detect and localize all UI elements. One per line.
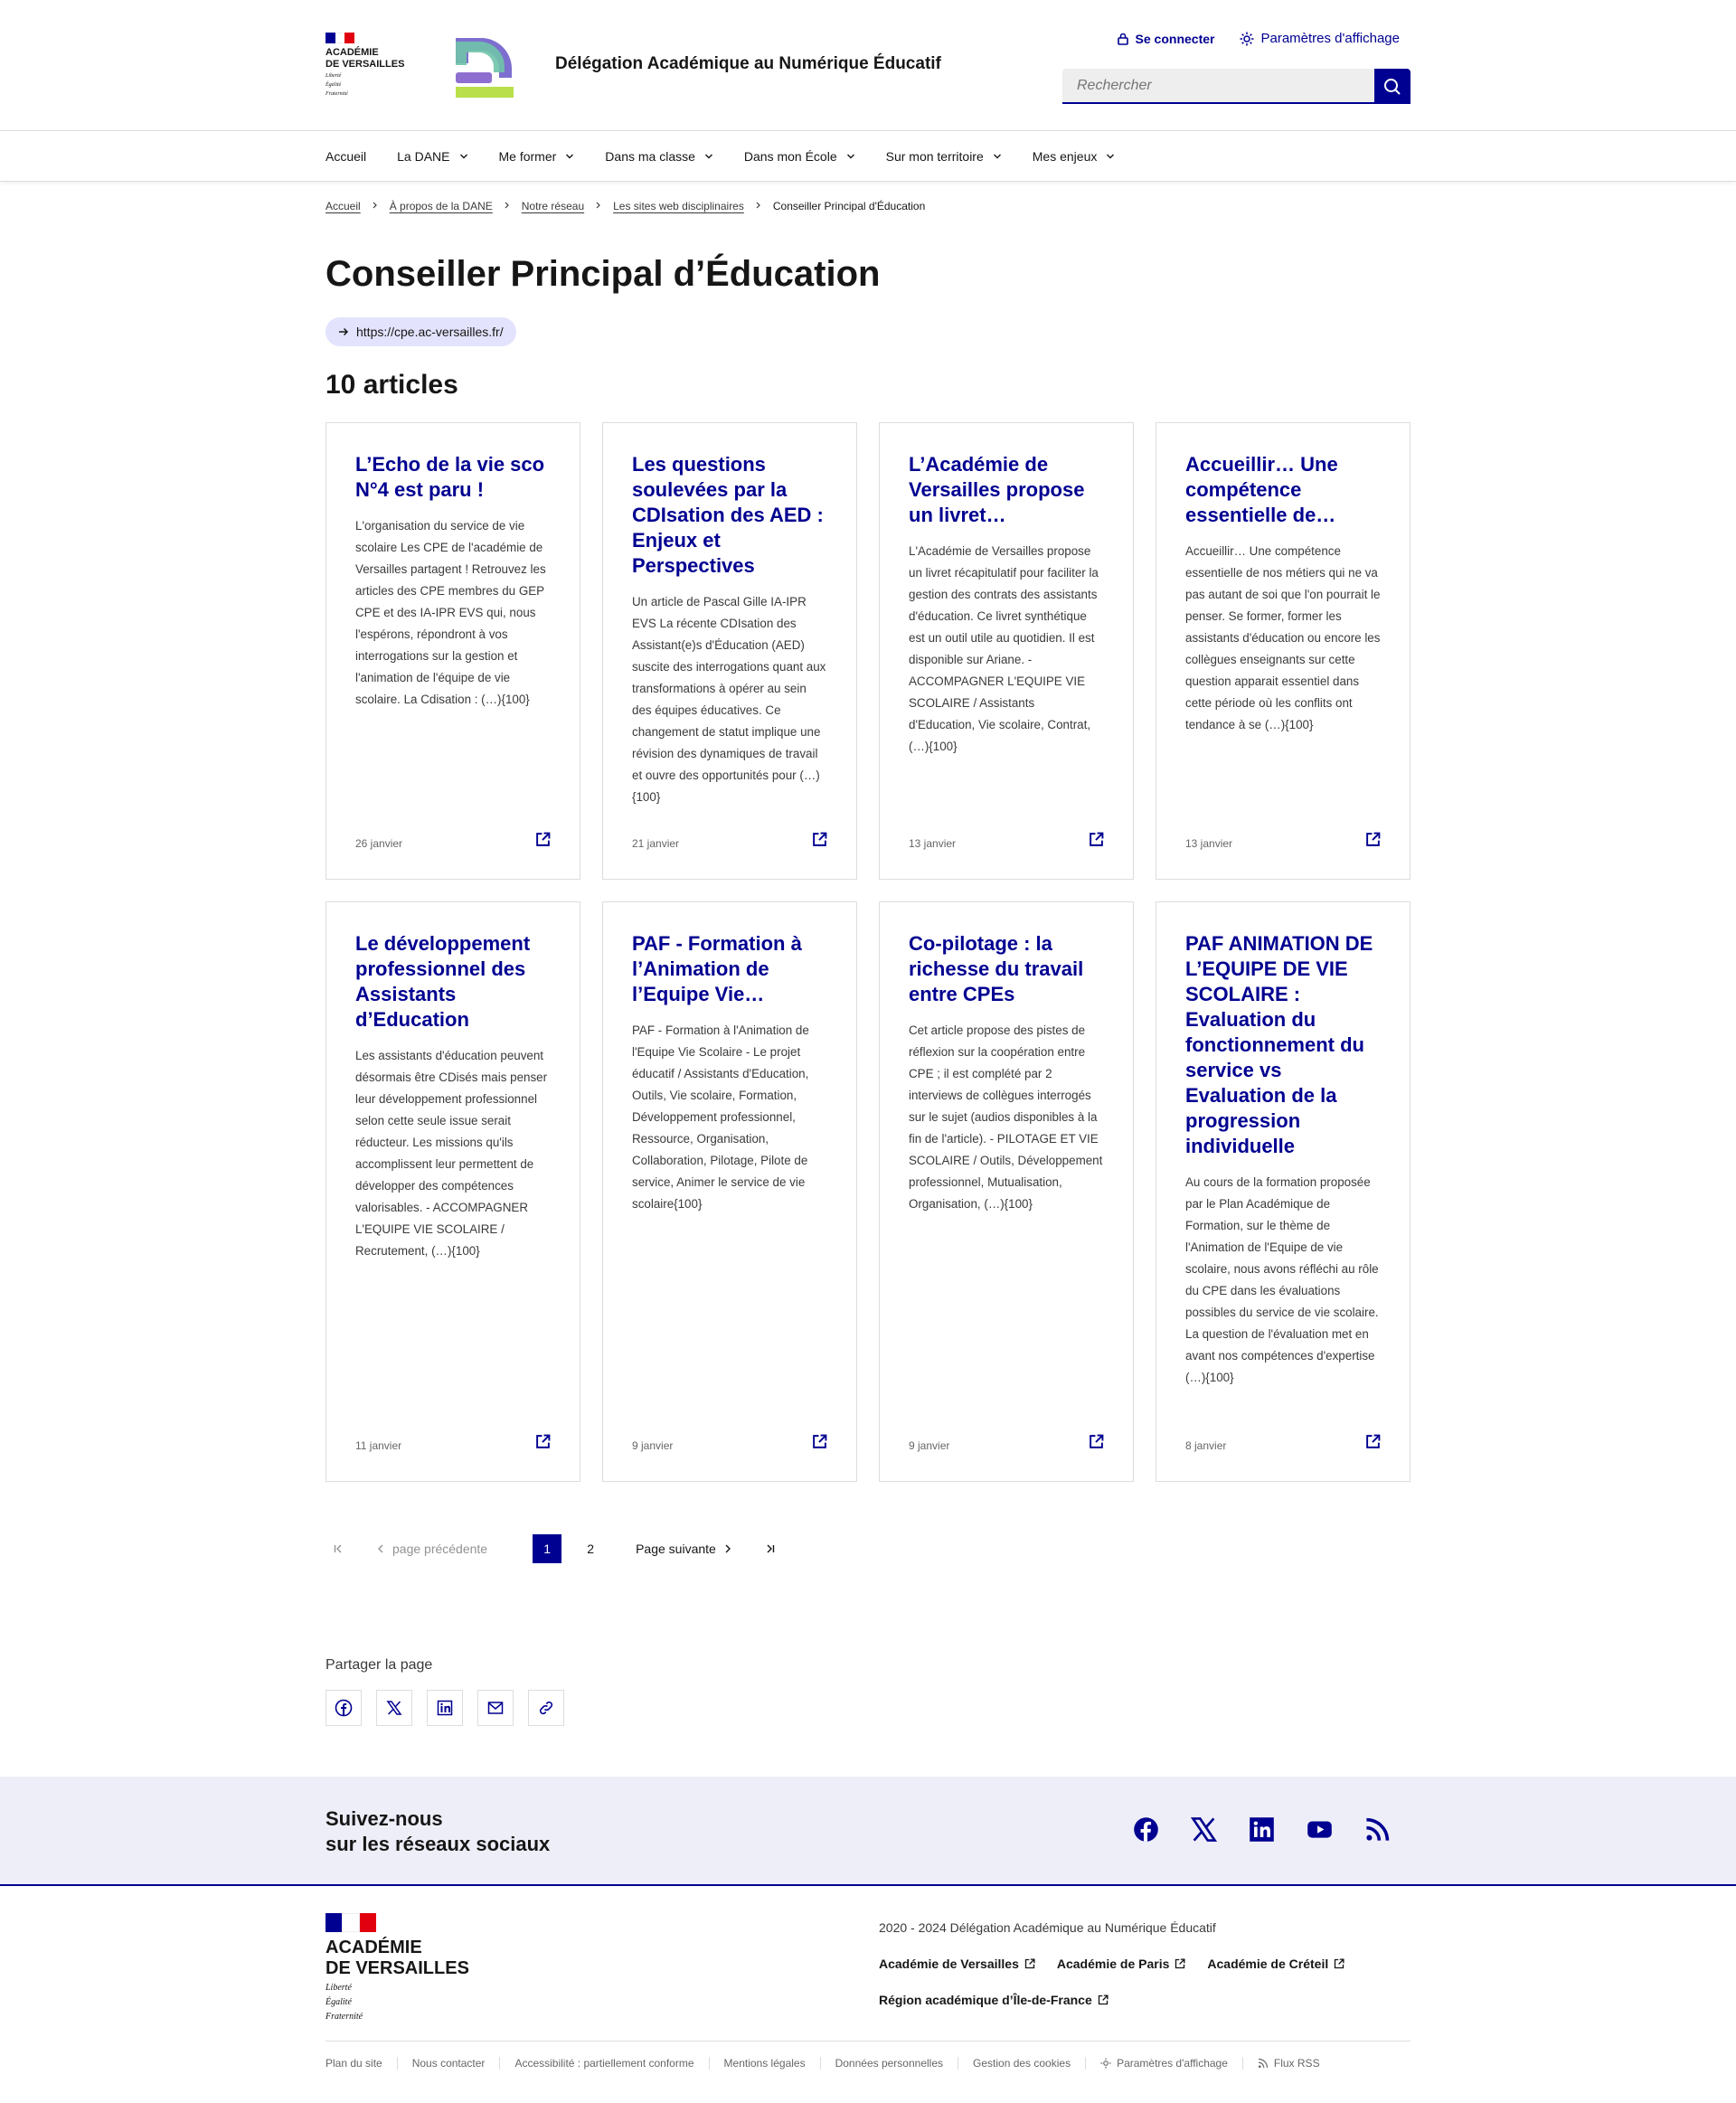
display-settings-label: Paramètres d'affichage xyxy=(1260,31,1400,46)
article-date: 11 janvier xyxy=(355,1439,402,1452)
nav-list xyxy=(326,131,1410,182)
rss-icon xyxy=(1364,1816,1391,1843)
sun-icon xyxy=(1100,2058,1111,2069)
facebook-icon xyxy=(335,1699,353,1717)
first-page-icon xyxy=(333,1543,344,1554)
article-card[interactable] xyxy=(602,422,857,880)
article-card[interactable] xyxy=(879,901,1134,1482)
follow-rss-link[interactable] xyxy=(1364,1816,1391,1847)
external-link-icon xyxy=(1098,1995,1109,2005)
chevron-right-icon xyxy=(723,1544,732,1553)
breadcrumb-separator-icon xyxy=(595,201,602,212)
x-icon xyxy=(386,1700,402,1716)
share-title: Partager la page xyxy=(326,1657,433,1673)
external-link-button[interactable] xyxy=(1365,832,1381,852)
footer-partner-link[interactable] xyxy=(879,1993,1109,2007)
brand-motto-2: Égalité xyxy=(326,82,342,88)
footer-bottom-link[interactable] xyxy=(724,2057,806,2070)
external-link-icon xyxy=(535,832,551,847)
footer-divider xyxy=(820,2057,821,2070)
nav-item-label: Accueil xyxy=(326,149,367,164)
article-card[interactable] xyxy=(1156,422,1410,880)
article-title[interactable]: Co-pilotage : la richesse du travail entre CPEs xyxy=(909,932,1084,1005)
article-grid xyxy=(326,422,1410,1482)
footer-bottom-link[interactable] xyxy=(1100,2057,1228,2070)
article-title[interactable]: PAF ANIMATION DE L’EQUIPE DE VIE SCOLAIRE : Evaluation du fonctionnement du service vs Evaluation de la progression individuelle xyxy=(1185,932,1373,1157)
share-facebook-button[interactable] xyxy=(326,1690,362,1726)
article-date: 26 janvier xyxy=(355,837,403,850)
article-description: Un article de Pascal Gille IA-IPR EVS La récente CDIsation des Assistant(e)s d'Éducation (AED) suscite des interrogations quant aux transformations à opérer au sein des équipes éducatives. Ce changement de statut implique une révision des dynamiques de travail et ouvre des opportunités pour (…){100} xyxy=(632,595,826,804)
footer-divider xyxy=(499,2057,500,2070)
search-icon xyxy=(1383,78,1401,96)
article-title[interactable]: Le développement professionnel des Assistants d’Education xyxy=(355,932,531,1031)
external-link-icon xyxy=(1089,1434,1104,1449)
footer-brand-line1: ACADÉMIE xyxy=(326,1938,422,1957)
footer-partner-link[interactable] xyxy=(1207,1957,1344,1971)
next-page-label: Page suivante xyxy=(636,1542,716,1556)
nav-item-0[interactable] xyxy=(326,149,366,164)
linkedin-icon xyxy=(437,1700,453,1716)
search-input[interactable] xyxy=(1062,69,1374,104)
page-title: Conseiller Principal d’Éducation xyxy=(326,254,881,294)
link-icon xyxy=(538,1700,554,1716)
article-date: 21 janvier xyxy=(632,837,680,850)
footer-divider xyxy=(397,2057,398,2070)
site-header xyxy=(0,0,1736,131)
footer-bottom-label: Données personnelles xyxy=(835,2057,944,2070)
republique-francaise-logo xyxy=(326,33,425,98)
article-description: L'Académie de Versailles propose un livret récapitulatif pour faciliter la gestion des contrats des assistants d'éducation. Ce livret synthétique est un outil utile au quotidien. Il est disponible sur Ariane. - ACCOMPAGNER L'EQUIPE VIE SCOLAIRE / Assistants d'Education, Vie scolaire, Contrat, (…){100} xyxy=(909,544,1099,753)
pagination xyxy=(326,1534,1410,1563)
footer-motto-2: Égalité xyxy=(326,1997,352,2007)
chevron-down-icon xyxy=(704,152,713,161)
article-date: 13 janvier xyxy=(1185,837,1233,850)
login-link[interactable] xyxy=(1117,31,1215,46)
footer-motto-3: Fraternité xyxy=(326,2012,363,2022)
footer-partner-link[interactable] xyxy=(879,1957,1035,1971)
nav-item-4[interactable] xyxy=(744,149,855,164)
footer-bottom-label: Nous contacter xyxy=(411,2057,486,2070)
footer-bottom-link[interactable] xyxy=(973,2057,1071,2070)
article-card[interactable] xyxy=(326,422,580,880)
footer-top xyxy=(326,1886,1410,2042)
site-url-label: https://cpe.ac-versailles.fr/ xyxy=(356,325,504,339)
youtube-icon xyxy=(1307,1816,1333,1843)
follow-youtube-link[interactable] xyxy=(1307,1816,1333,1847)
page-2-button[interactable]: 2 xyxy=(587,1542,594,1556)
follow-x-link[interactable] xyxy=(1191,1816,1217,1847)
article-description: Au cours de la formation proposée par le Plan Académique de Formation, sur le thème de l'Animation de l'Equipe de vie scolaire, nous avons réfléchi au rôle du CPE dans les évaluations possibles du service de vie scolaire. La question de l'évaluation met en avant nos compétences d'expertise (…){100} xyxy=(1185,1175,1379,1384)
footer-partner-link[interactable] xyxy=(1057,1957,1186,1971)
external-link-button[interactable] xyxy=(812,1434,827,1454)
footer-bottom-link[interactable] xyxy=(1258,2057,1320,2070)
article-date: 9 janvier xyxy=(632,1439,674,1452)
external-link-icon xyxy=(812,1434,827,1449)
external-link-icon xyxy=(1365,832,1381,847)
main-nav xyxy=(0,131,1736,182)
login-label: Se connecter xyxy=(1135,31,1215,46)
share-linkedin-button[interactable] xyxy=(427,1690,463,1726)
nav-item-2[interactable] xyxy=(499,149,575,164)
articles-count: 10 articles xyxy=(326,370,458,400)
breadcrumb-link[interactable]: Notre réseau xyxy=(521,200,585,212)
footer-partner-label: Académie de Versailles xyxy=(879,1957,1019,1971)
article-card[interactable] xyxy=(326,901,580,1482)
site-url-tag[interactable] xyxy=(326,317,516,346)
external-link-button[interactable] xyxy=(1365,1434,1381,1454)
external-link-button[interactable] xyxy=(812,832,827,852)
nav-item-label: Dans ma classe xyxy=(605,149,695,164)
nav-item-label: La DANE xyxy=(397,149,450,164)
search-button[interactable] xyxy=(1374,69,1410,104)
share-x-button[interactable] xyxy=(376,1690,412,1726)
external-link-icon xyxy=(1089,832,1104,847)
footer-brand[interactable] xyxy=(326,1913,469,2023)
nav-item-label: Me former xyxy=(498,149,557,164)
external-link-button[interactable] xyxy=(1089,1434,1104,1454)
article-description: L'organisation du service de vie scolaire Les CPE de l'académie de Versailles partagent ! Retrouvez les articles des CPE membres du GEP CPE et des IA-IPR EVS qui, nous l'espérons, répondront à vos interrogations sur la gestion et l'animation de l'équipe de vie scolaire. La Cdisation : (…){100} xyxy=(355,519,546,706)
marianne-flag-icon xyxy=(326,33,354,43)
site-title[interactable]: Délégation Académique au Numérique Éducatif xyxy=(555,54,941,73)
last-page-icon xyxy=(765,1543,776,1554)
chevron-down-icon xyxy=(993,152,1002,161)
footer-bottom-label: Paramètres d'affichage xyxy=(1117,2057,1228,2070)
follow-title-line1: Suivez-nous xyxy=(326,1806,443,1830)
breadcrumb-current: Conseiller Principal d'Éducation xyxy=(772,200,926,212)
article-title[interactable]: PAF - Formation à l’Animation de l’Equipe Vie… xyxy=(632,932,802,1005)
main-content xyxy=(326,200,1410,1726)
article-title[interactable]: L’Académie de Versailles propose un livret… xyxy=(909,453,1085,526)
article-date: 9 janvier xyxy=(909,1439,950,1452)
search-bar xyxy=(1062,69,1410,104)
linkedin-icon xyxy=(1249,1816,1275,1843)
article-row-2 xyxy=(326,901,1410,1482)
nav-item-label: Sur mon territoire xyxy=(885,149,984,164)
next-page-button[interactable] xyxy=(628,1534,740,1563)
footer-bottom-label: Flux RSS xyxy=(1273,2057,1320,2070)
article-date: 13 janvier xyxy=(909,837,957,850)
footer-bottom-label: Plan du site xyxy=(326,2057,382,2070)
footer-copyright: 2020 - 2024 Délégation Académique au Numérique Éducatif xyxy=(879,1920,1216,1935)
brand-name-line2: DE VERSAILLES xyxy=(326,59,405,70)
share-link-button[interactable] xyxy=(528,1690,564,1726)
footer-bottom-links xyxy=(326,2042,1410,2085)
article-title[interactable]: L’Echo de la vie sco N°4 est paru ! xyxy=(355,453,545,501)
breadcrumb-separator-icon xyxy=(755,201,762,212)
article-card[interactable] xyxy=(602,901,857,1482)
x-icon xyxy=(1191,1816,1217,1843)
article-description: PAF - Formation à l'Animation de l'Equipe Vie Scolaire - Le projet éducatif / Assistants d'Education, Outils, Vie scolaire, Formation, Développement professionnel, Ressource, Organisation, Collaboration, Pilotage, Pilote de service, Animer le service de vie scolaire{100} xyxy=(632,1023,809,1211)
brand-name-line1: ACADÉMIE xyxy=(326,47,379,58)
footer-bottom-label: Accessibilité : partiellement conforme xyxy=(514,2057,694,2070)
footer-motto-1: Liberté xyxy=(326,1983,352,1993)
nav-item-5[interactable] xyxy=(886,149,1002,164)
footer-content xyxy=(879,1920,1385,2007)
nav-item-1[interactable] xyxy=(397,149,467,164)
article-description: Accueillir… Une compétence essentielle de nos métiers qui ne va pas autant de soi que l'on pourrait le penser. Se former, former les assistants d'éducation ou encore les collègues enseignants sur cette question apparait essentiel dans cette période où les conflits ont tendance à se (…){100} xyxy=(1185,544,1381,731)
article-date: 8 janvier xyxy=(1185,1439,1227,1452)
footer-divider xyxy=(1242,2057,1243,2070)
follow-title xyxy=(326,1806,550,1857)
share-mail-button[interactable] xyxy=(477,1690,514,1726)
follow-title-line2: sur les réseaux sociaux xyxy=(326,1832,551,1855)
share-buttons xyxy=(326,1690,1410,1726)
breadcrumb-link[interactable]: Les sites web disciplinaires xyxy=(613,200,744,212)
article-title[interactable]: Accueillir… Une compétence essentielle de… xyxy=(1185,453,1338,526)
previous-page-label: page précédente xyxy=(392,1542,488,1556)
footer-bottom-link[interactable] xyxy=(514,2057,693,2070)
chevron-down-icon xyxy=(1106,152,1115,161)
breadcrumb-separator-icon xyxy=(504,201,511,212)
facebook-icon xyxy=(1133,1816,1159,1843)
footer-partner-label: Région académique d’Île-de-France xyxy=(879,1993,1092,2007)
sun-icon xyxy=(1240,32,1254,46)
last-page-button[interactable] xyxy=(758,1534,783,1563)
mail-icon xyxy=(487,1701,504,1715)
footer-divider xyxy=(1085,2057,1086,2070)
lock-icon xyxy=(1117,33,1129,45)
nav-item-3[interactable] xyxy=(605,149,713,164)
marianne-flag-icon xyxy=(326,1913,376,1932)
chevron-down-icon xyxy=(565,152,574,161)
footer-bottom-link[interactable] xyxy=(835,2057,943,2070)
follow-icons xyxy=(1133,1816,1391,1847)
external-link-icon xyxy=(812,832,827,847)
article-description: Cet article propose des pistes de réflexion sur la coopération entre CPE ; il est complété par 2 interviews de collègues interrogés sur le sujet (audios disponibles à la fin de l'article). - PILOTAGE ET VIE SCOLAIRE / Outils, Développement professionnel, Mutualisation, Organisation, (…){100} xyxy=(909,1023,1103,1211)
nav-item-label: Mes enjeux xyxy=(1032,149,1098,164)
first-page-button[interactable] xyxy=(326,1534,351,1563)
footer-partner-label: Académie de Paris xyxy=(1056,1957,1170,1971)
article-card[interactable] xyxy=(1156,901,1410,1482)
article-row-1 xyxy=(326,422,1410,880)
brand-motto-1: Liberté xyxy=(326,73,342,79)
footer-bottom-label: Gestion des cookies xyxy=(973,2057,1071,2070)
nav-item-6[interactable] xyxy=(1033,149,1116,164)
footer-bottom-link[interactable] xyxy=(412,2057,486,2070)
external-link-button[interactable] xyxy=(1089,832,1104,852)
nav-item-label: Dans mon École xyxy=(743,149,837,164)
external-link-button[interactable] xyxy=(535,832,551,852)
external-link-icon xyxy=(535,1434,551,1449)
breadcrumb xyxy=(326,200,1410,212)
social-follow-section xyxy=(0,1777,1736,1886)
footer-bottom-link[interactable] xyxy=(326,2057,382,2070)
chevron-down-icon xyxy=(459,152,468,161)
site-footer xyxy=(0,1886,1736,2085)
footer-bottom-label: Mentions légales xyxy=(723,2057,806,2070)
footer-links xyxy=(879,1957,1385,2007)
dane-logo-icon xyxy=(454,36,514,99)
header-tools xyxy=(1117,31,1400,46)
footer-divider xyxy=(709,2057,710,2070)
page-1-button[interactable]: 1 xyxy=(533,1534,561,1563)
previous-page-button[interactable] xyxy=(369,1534,495,1563)
article-card[interactable] xyxy=(879,422,1134,880)
rss-icon xyxy=(1258,2058,1269,2069)
chevron-down-icon xyxy=(846,152,855,161)
footer-partner-label: Académie de Créteil xyxy=(1207,1957,1329,1971)
brand[interactable] xyxy=(326,33,425,98)
follow-facebook-link[interactable] xyxy=(1133,1816,1159,1847)
article-title[interactable]: Les questions soulevées par la CDIsation des AED : Enjeux et Perspectives xyxy=(632,453,824,577)
external-link-button[interactable] xyxy=(535,1434,551,1454)
article-description: Les assistants d'éducation peuvent désormais être CDisés mais penser leur développement professionnel selon cette seule issue serait réducteur. Les missions qu'ils accomplissent leur permettent de développer des compétences valorisables. - ACCOMPAGNER L'EQUIPE VIE SCOLAIRE / Recrutement, (…){100} xyxy=(355,1049,548,1258)
chevron-left-icon xyxy=(376,1544,385,1553)
display-settings-link[interactable] xyxy=(1240,31,1400,46)
breadcrumb-link[interactable]: À propos de la DANE xyxy=(389,200,493,212)
follow-linkedin-link[interactable] xyxy=(1249,1816,1275,1847)
brand-motto-3: Fraternité xyxy=(326,91,348,97)
external-link-icon xyxy=(1175,1958,1185,1969)
external-link-icon xyxy=(1334,1958,1344,1969)
arrow-right-icon xyxy=(338,326,349,337)
breadcrumb-link[interactable]: Accueil xyxy=(326,200,361,212)
external-link-icon xyxy=(1365,1434,1381,1449)
breadcrumb-separator-icon xyxy=(372,201,379,212)
external-link-icon xyxy=(1024,1958,1035,1969)
footer-brand-line2: DE VERSAILLES xyxy=(326,1958,469,1978)
